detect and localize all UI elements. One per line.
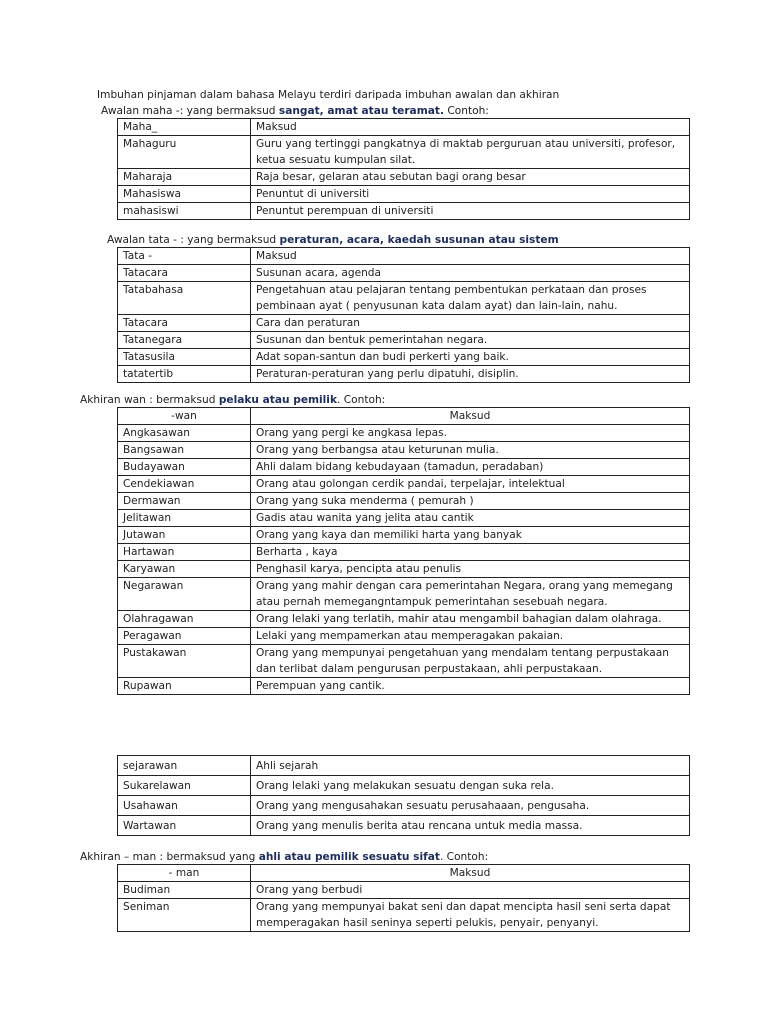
table-row (118, 776, 690, 796)
meaning-cell: Orang yang mempunyai bakat seni dan dapat mencipta hasil seni serta dapat memperagakan hasil seninya seperti pelukis, penyair, penyanyi. (251, 899, 690, 932)
table-row (118, 459, 690, 476)
term-cell: Budayawan (118, 459, 251, 476)
table-header (118, 248, 690, 265)
table-row (118, 756, 690, 776)
table-row (118, 366, 690, 383)
table-row (118, 425, 690, 442)
table-tata (117, 247, 690, 383)
table-header (118, 408, 690, 425)
term-cell: tatatertib (118, 366, 251, 383)
term-cell: sejarawan (118, 756, 251, 776)
title-text: Awalan tata - : yang bermaksud (107, 234, 280, 246)
table-wan-continued (117, 755, 690, 836)
table-row (118, 578, 690, 611)
title-text: . Contoh: (439, 851, 489, 863)
table-row (118, 544, 690, 561)
meaning-cell: Orang yang pergi ke angkasa lepas. (251, 425, 690, 442)
term-cell: Olahragawan (118, 611, 251, 628)
table-row (118, 816, 690, 836)
term-cell: Tatanegara (118, 332, 251, 349)
term-cell: Jelitawan (118, 510, 251, 527)
table-row (118, 510, 690, 527)
meaning-cell: Berharta , kaya (251, 544, 690, 561)
table-header (118, 865, 690, 882)
meaning-cell: Pengetahuan atau pelajaran tentang pembentukan perkataan dan proses pembinaan ayat ( penyusunan kata dalam ayat) dan lain-lain, nahu. (251, 282, 690, 315)
meaning-cell: Orang atau golongan cerdik pandai, terpelajar, intelektual (251, 476, 690, 493)
meaning-cell: Penuntut perempuan di universiti (251, 203, 690, 220)
table-header (118, 119, 690, 136)
meaning-cell: Orang lelaki yang terlatih, mahir atau mengambil bahagian dalam olahraga. (251, 611, 690, 628)
table-row (118, 611, 690, 628)
meaning-cell: Orang yang berbudi (251, 882, 690, 899)
meaning-cell: Adat sopan-santun dan budi perkerti yang baik. (251, 349, 690, 366)
table-row (118, 203, 690, 220)
term-cell: Pustakawan (118, 645, 251, 678)
header-term: Maha_ (118, 119, 251, 136)
title-text: . Contoh: (337, 394, 386, 406)
title-highlight: pelaku atau pemilik (218, 394, 337, 406)
table-row (118, 796, 690, 816)
meaning-cell: Orang lelaki yang melakukan sesuatu dengan suka rela. (251, 776, 690, 796)
meaning-cell: Susunan dan bentuk pemerintahan negara. (251, 332, 690, 349)
title-text: Contoh: (443, 105, 489, 117)
meaning-cell: Lelaki yang mempamerkan atau memperagakan pakaian. (251, 628, 690, 645)
meaning-cell: Orang yang berbangsa atau keturunan mulia. (251, 442, 690, 459)
meaning-cell: Ahli dalam bidang kebudayaan (tamadun, peradaban) (251, 459, 690, 476)
title-text: Akhiran – man : bermaksud yang (80, 851, 259, 863)
term-cell: Maharaja (118, 169, 251, 186)
table-row (118, 476, 690, 493)
term-cell: Tatacara (118, 315, 251, 332)
meaning-cell: Orang yang mengusahakan sesuatu perusahaaan, pengusaha. (251, 796, 690, 816)
meaning-cell: Orang yang suka menderma ( pemurah ) (251, 493, 690, 510)
header-term: -wan (118, 408, 251, 425)
header-meaning: Maksud (251, 119, 690, 136)
table-row (118, 442, 690, 459)
meaning-cell: Gadis atau wanita yang jelita atau cantik (251, 510, 690, 527)
table-row (118, 349, 690, 366)
section-title-tata (107, 232, 559, 248)
term-cell: Mahasiswa (118, 186, 251, 203)
meaning-cell: Orang yang kaya dan memiliki harta yang banyak (251, 527, 690, 544)
section-title-man (80, 849, 488, 865)
term-cell: Jutawan (118, 527, 251, 544)
table-row (118, 561, 690, 578)
meaning-cell: Ahli sejarah (251, 756, 690, 776)
term-cell: Wartawan (118, 816, 251, 836)
header-term: Tata - (118, 248, 251, 265)
title-highlight: sangat, amat atau teramat. (278, 105, 444, 117)
intro-text: Imbuhan pinjaman dalam bahasa Melayu terdiri daripada imbuhan awalan dan akhiran (97, 89, 560, 101)
table-row (118, 678, 690, 695)
term-cell: Tatacara (118, 265, 251, 282)
term-cell: Tatabahasa (118, 282, 251, 315)
table-man (117, 864, 690, 932)
section-title-wan (80, 392, 385, 408)
table-row (118, 282, 690, 315)
term-cell: Angkasawan (118, 425, 251, 442)
header-term: - man (118, 865, 251, 882)
table-maha (117, 118, 690, 220)
meaning-cell: Guru yang tertinggi pangkatnya di maktab perguruan atau universiti, profesor, ketua sesuatu kumpulan silat. (251, 136, 690, 169)
term-cell: Hartawan (118, 544, 251, 561)
meaning-cell: Perempuan yang cantik. (251, 678, 690, 695)
table-row (118, 169, 690, 186)
title-highlight: peraturan, acara, kaedah susunan atau sistem (279, 234, 559, 246)
table-row (118, 136, 690, 169)
meaning-cell: Penuntut di universiti (251, 186, 690, 203)
table-wan (117, 407, 690, 695)
meaning-cell: Penghasil karya, pencipta atau penulis (251, 561, 690, 578)
header-meaning: Maksud (251, 865, 690, 882)
table-row (118, 527, 690, 544)
table-row (118, 265, 690, 282)
table-row (118, 186, 690, 203)
title-text: Awalan maha -: yang bermaksud (101, 105, 279, 117)
meaning-cell: Susunan acara, agenda (251, 265, 690, 282)
table-row (118, 899, 690, 932)
meaning-cell: Cara dan peraturan (251, 315, 690, 332)
term-cell: Negarawan (118, 578, 251, 611)
meaning-cell: Orang yang mahir dengan cara pemerintahan Negara, orang yang memegang atau pernah memegangntampuk pemerintahan sesebuah negara. (251, 578, 690, 611)
term-cell: Rupawan (118, 678, 251, 695)
meaning-cell: Orang yang menulis berita atau rencana untuk media massa. (251, 816, 690, 836)
table-row (118, 493, 690, 510)
term-cell: Sukarelawan (118, 776, 251, 796)
table-row (118, 882, 690, 899)
term-cell: Mahaguru (118, 136, 251, 169)
term-cell: Budiman (118, 882, 251, 899)
header-meaning: Maksud (251, 408, 690, 425)
table-row (118, 628, 690, 645)
title-highlight: ahli atau pemilik sesuatu sifat (258, 851, 440, 863)
header-meaning: Maksud (251, 248, 690, 265)
term-cell: mahasiswi (118, 203, 251, 220)
term-cell: Tatasusila (118, 349, 251, 366)
term-cell: Usahawan (118, 796, 251, 816)
term-cell: Dermawan (118, 493, 251, 510)
term-cell: Karyawan (118, 561, 251, 578)
table-row (118, 645, 690, 678)
term-cell: Cendekiawan (118, 476, 251, 493)
table-row (118, 332, 690, 349)
table-row (118, 315, 690, 332)
title-text: Akhiran wan : bermaksud (80, 394, 219, 406)
meaning-cell: Peraturan-peraturan yang perlu dipatuhi, disiplin. (251, 366, 690, 383)
term-cell: Peragawan (118, 628, 251, 645)
section-title-maha (101, 103, 489, 119)
meaning-cell: Orang yang mempunyai pengetahuan yang mendalam tentang perpustakaan dan terlibat dalam pengurusan perpustakaan, ahli perpustakaan. (251, 645, 690, 678)
term-cell: Bangsawan (118, 442, 251, 459)
term-cell: Seniman (118, 899, 251, 932)
meaning-cell: Raja besar, gelaran atau sebutan bagi orang besar (251, 169, 690, 186)
